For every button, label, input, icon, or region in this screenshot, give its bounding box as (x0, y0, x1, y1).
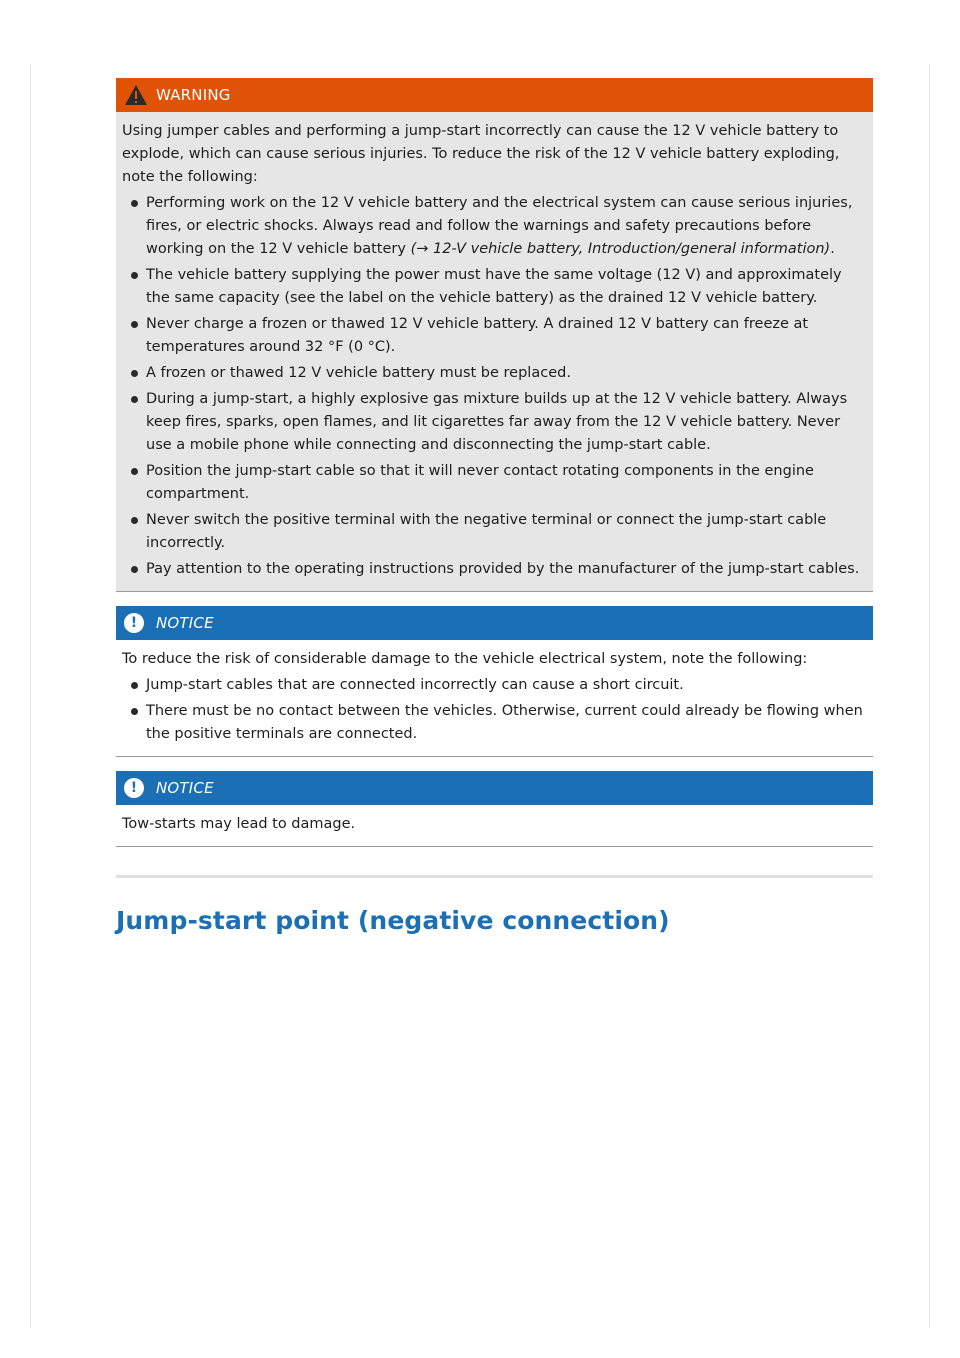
section-title: Jump-start point (negative connection) (116, 906, 670, 935)
notice-intro: To reduce the risk of considerable damage to the vehicle electrical system, note the following: (122, 651, 808, 667)
warning-box (116, 78, 873, 592)
notice-body (116, 805, 873, 847)
notice-list (122, 674, 867, 746)
notice-text: Tow-starts may lead to damage. (122, 816, 356, 832)
notice-header-label: NOTICE (156, 614, 214, 632)
warning-body (116, 112, 873, 592)
cross-reference-link[interactable]: (→ 12-V vehicle battery, Introduction/general information) (410, 241, 831, 257)
list-item: There must be no contact between the vehicles. Otherwise, current could already be flowing when the positive terminals are connected. (122, 700, 867, 746)
list-item: Performing work on the 12 V vehicle battery and the electrical system can cause serious injuries, fires, or electric shocks. Always read and follow the warnings and safety precautions before working on the 12 V vehicle battery (→ 12-V vehicle battery, Introduction/general information). (122, 192, 867, 261)
notice-header-label: NOTICE (156, 779, 214, 797)
page-margin-line-right (929, 64, 930, 1328)
list-item: Pay attention to the operating instructions provided by the manufacturer of the jump-start cables. (122, 558, 867, 581)
page-margin-line-left (30, 64, 31, 1328)
list-item: Position the jump-start cable so that it will never contact rotating components in the engine compartment. (122, 460, 867, 506)
notice-body (116, 640, 873, 757)
list-item: Never charge a frozen or thawed 12 V vehicle battery. A drained 12 V battery can freeze at temperatures around 32 °F (0 °C). (122, 313, 867, 359)
exclamation-circle-icon: ! (124, 613, 144, 633)
warning-list (122, 192, 867, 581)
notice-header (116, 771, 873, 805)
section-divider (116, 875, 873, 878)
notice-box-tow-start (116, 771, 873, 847)
page-content (116, 78, 873, 956)
warning-intro: Using jumper cables and performing a jump-start incorrectly can cause the 12 V vehicle battery to explode, which can cause serious injuries. To reduce the risk of the 12 V vehicle battery exploding, note the following: (122, 123, 840, 185)
list-item: Jump-start cables that are connected incorrectly can cause a short circuit. (122, 674, 867, 697)
warning-header (116, 78, 873, 112)
list-item: The vehicle battery supplying the power must have the same voltage (12 V) and approximately the same capacity (see the label on the vehicle battery) as the drained 12 V vehicle battery. (122, 264, 867, 310)
warning-header-label: WARNING (156, 86, 231, 104)
list-item: A frozen or thawed 12 V vehicle battery must be replaced. (122, 362, 867, 385)
warning-triangle-icon (124, 84, 148, 106)
list-item: During a jump-start, a highly explosive gas mixture builds up at the 12 V vehicle battery. Always keep fires, sparks, open flames, and lit cigarettes far away from the 12 V vehicle battery. Never use a mobile phone while connecting and disconnecting the jump-start cable. (122, 388, 867, 457)
notice-box-electrical (116, 606, 873, 757)
exclamation-circle-icon: ! (124, 778, 144, 798)
list-item: Never switch the positive terminal with the negative terminal or connect the jump-start cable incorrectly. (122, 509, 867, 555)
notice-header (116, 606, 873, 640)
